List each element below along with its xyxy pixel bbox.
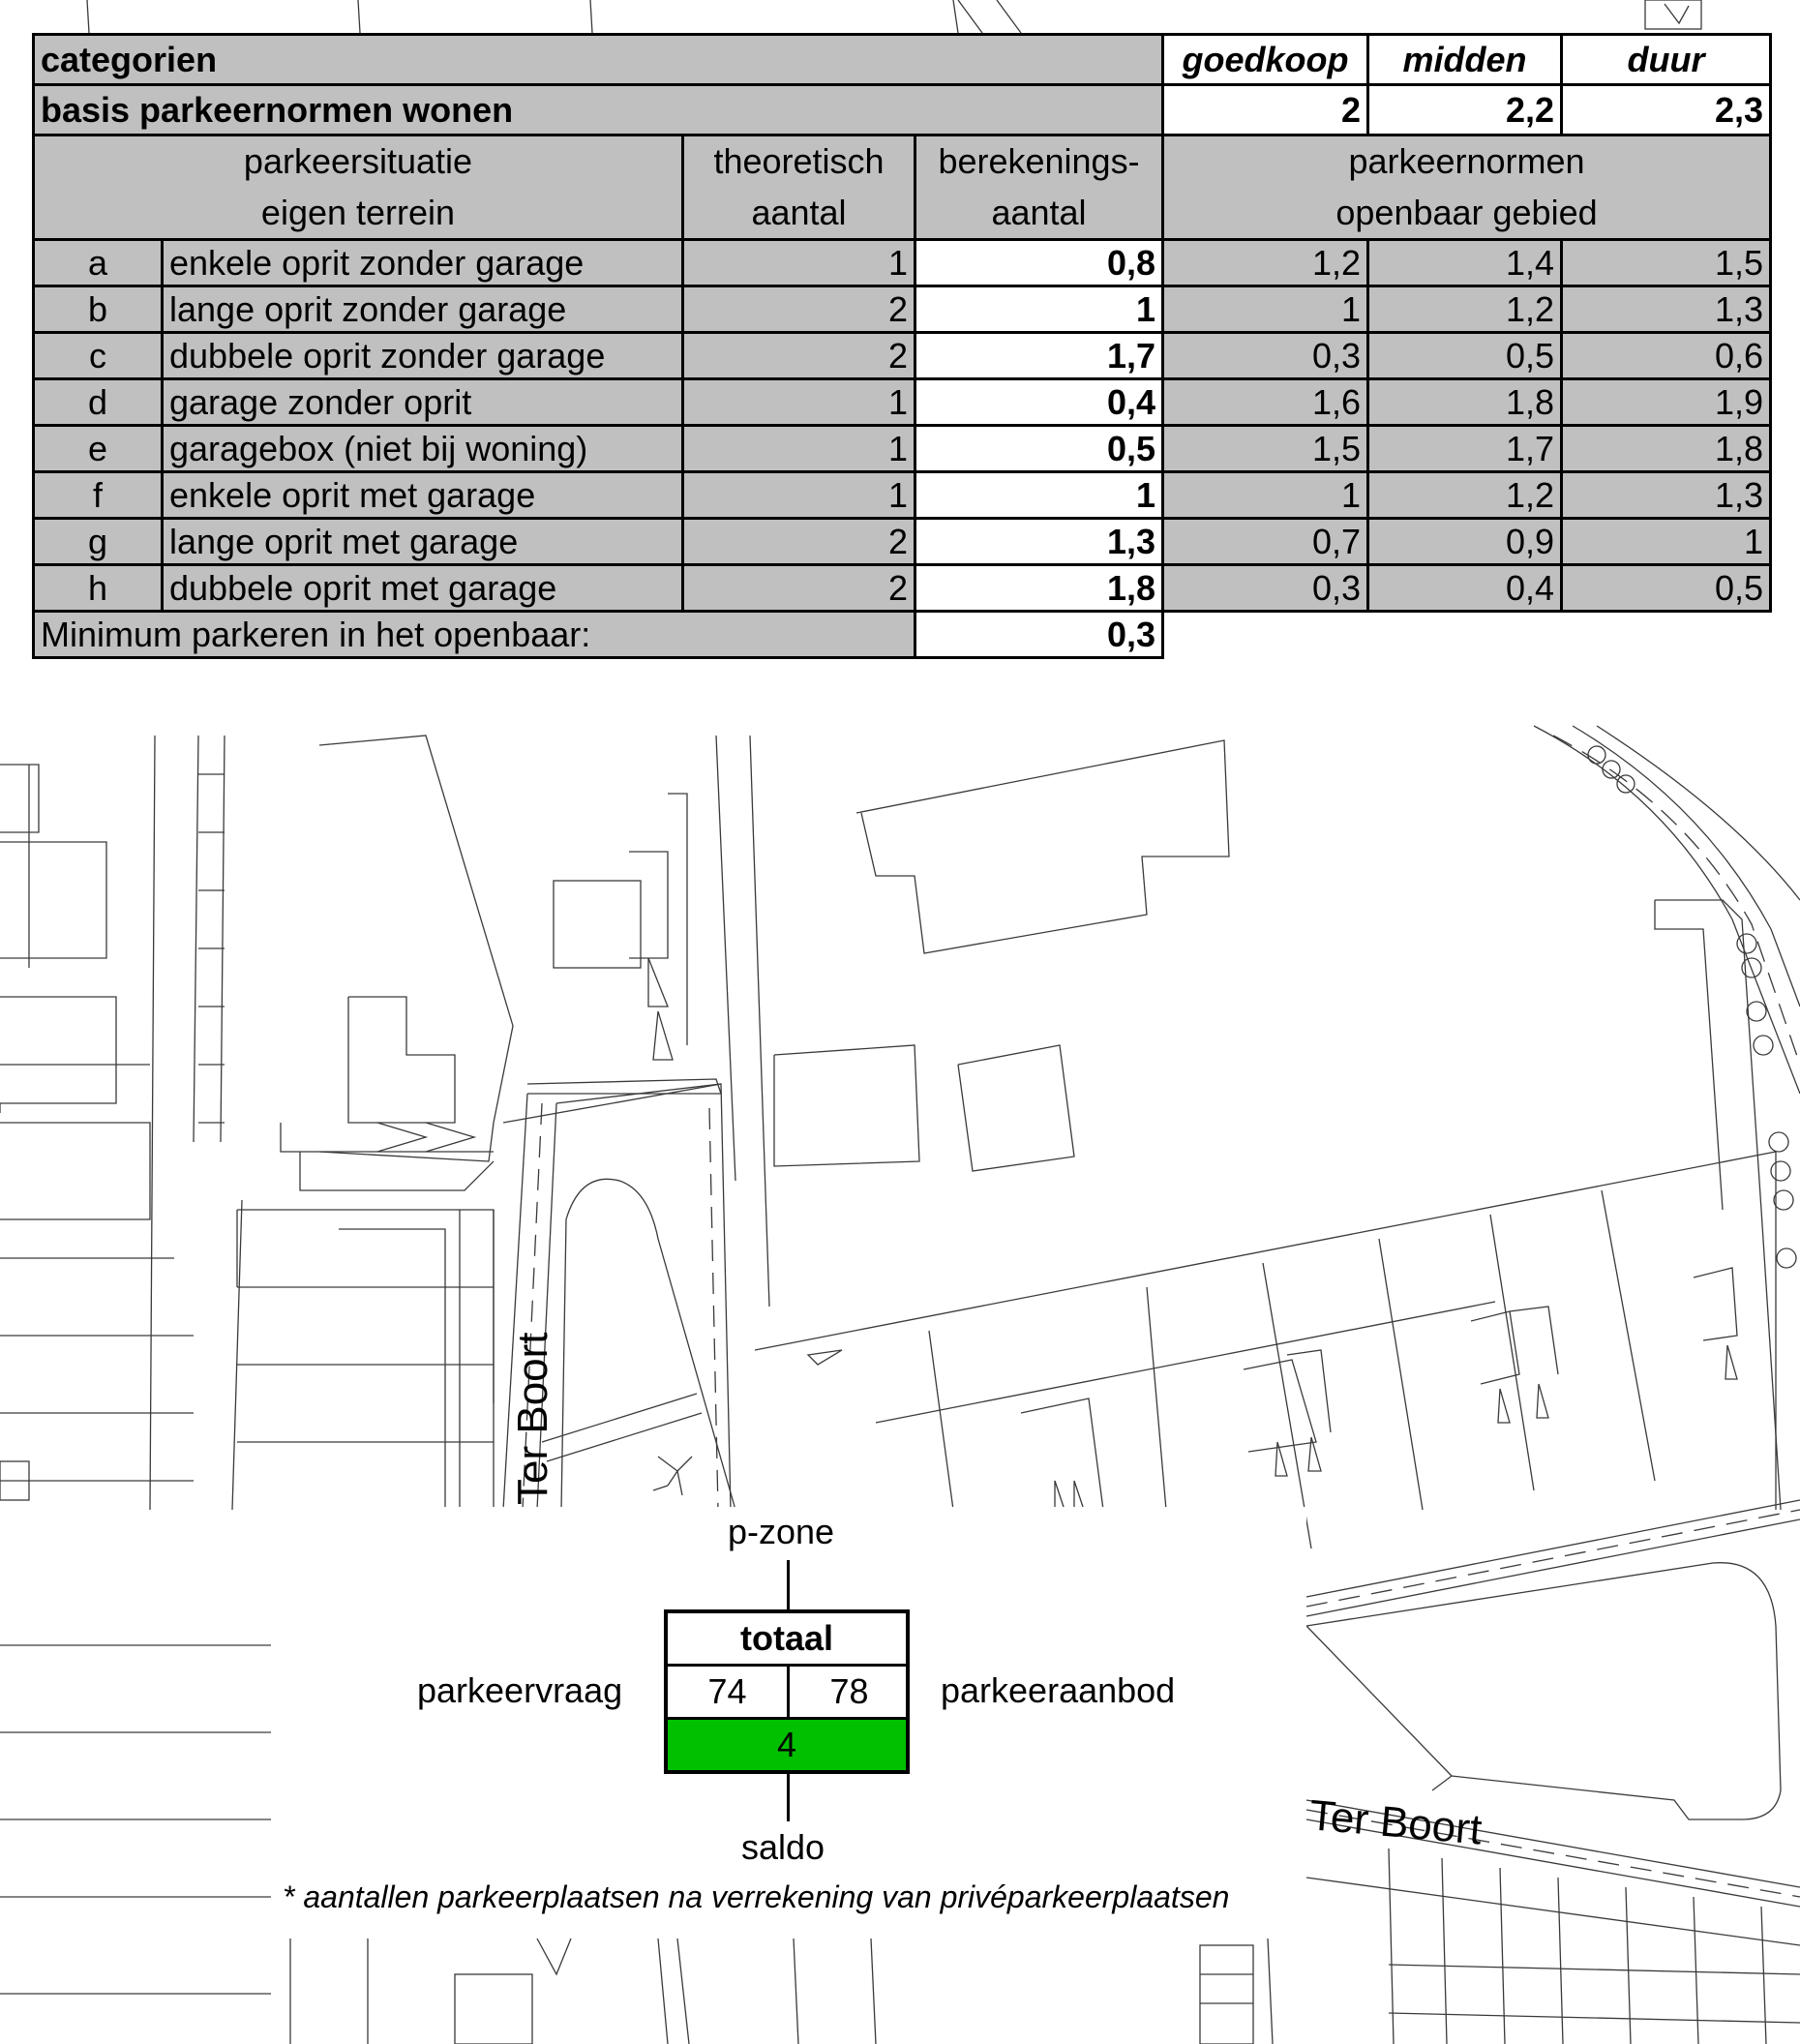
normen-header-2: openbaar gebied	[1163, 188, 1771, 240]
basis-midden: 2,2	[1368, 85, 1562, 135]
row-midden: 0,4	[1368, 565, 1562, 612]
basis-row	[34, 85, 1771, 135]
row-theoretisch: 1	[683, 379, 915, 426]
row-midden: 0,5	[1368, 333, 1562, 379]
berekening-header-2: aantal	[915, 188, 1163, 240]
basis-label: basis parkeernormen wonen	[34, 85, 1163, 135]
row-code: g	[34, 519, 163, 565]
row-berekening: 1,3	[915, 519, 1163, 565]
row-code: h	[34, 565, 163, 612]
parkeeraanbod-value: 78	[790, 1667, 909, 1720]
row-goedkoop: 1	[1163, 286, 1368, 333]
street-label-right: Ter Boort	[1307, 1791, 1485, 1854]
row-goedkoop: 0,3	[1163, 333, 1368, 379]
minimum-label: Minimum parkeren in het openbaar:	[34, 612, 915, 658]
subheader-row-1	[34, 135, 1771, 188]
row-situatie: garagebox (niet bij woning)	[163, 426, 683, 472]
table-row	[34, 286, 1771, 333]
parkeeraanbod-label: parkeeraanbod	[941, 1670, 1176, 1710]
row-duur: 1,9	[1562, 379, 1771, 426]
row-duur: 1,5	[1562, 240, 1771, 286]
connector-line-bottom	[787, 1773, 790, 1821]
table-row	[34, 472, 1771, 519]
row-theoretisch: 2	[683, 286, 915, 333]
row-situatie: garage zonder oprit	[163, 379, 683, 426]
row-duur: 1,3	[1562, 286, 1771, 333]
basis-goedkoop: 2	[1163, 85, 1368, 135]
map-road-right	[1534, 726, 1800, 1510]
balance-title: totaal	[668, 1613, 906, 1667]
row-berekening: 0,5	[915, 426, 1163, 472]
row-theoretisch: 1	[683, 240, 915, 286]
row-situatie: enkele oprit met garage	[163, 472, 683, 519]
row-midden: 0,9	[1368, 519, 1562, 565]
map-road-bottom-right	[1306, 1500, 1800, 2044]
tree-symbol	[653, 1457, 692, 1495]
map-bottom-strip	[290, 1939, 1273, 2044]
row-situatie: lange oprit met garage	[163, 519, 683, 565]
situatie-header-2: eigen terrein	[34, 188, 683, 240]
row-goedkoop: 1,6	[1163, 379, 1368, 426]
parking-norms-table	[32, 33, 1772, 659]
row-berekening: 1,7	[915, 333, 1163, 379]
row-code: e	[34, 426, 163, 472]
row-midden: 1,2	[1368, 472, 1562, 519]
normen-header-1: parkeernormen	[1163, 135, 1771, 188]
parking-balance-box	[664, 1609, 910, 1774]
row-theoretisch: 2	[683, 565, 915, 612]
table-row	[34, 379, 1771, 426]
row-midden: 1,7	[1368, 426, 1562, 472]
row-berekening: 1,8	[915, 565, 1163, 612]
table-row	[34, 426, 1771, 472]
map-top-strip	[87, 0, 1701, 33]
row-duur: 1,3	[1562, 472, 1771, 519]
street-label-left: Ter Boort	[509, 1332, 556, 1505]
row-situatie: dubbele oprit met garage	[163, 565, 683, 612]
pzone-label: p-zone	[728, 1512, 835, 1551]
row-duur: 1,8	[1562, 426, 1771, 472]
connector-line-top	[787, 1560, 790, 1610]
row-situatie: lange oprit zonder garage	[163, 286, 683, 333]
situatie-header-1: parkeersituatie	[34, 135, 683, 188]
row-code: a	[34, 240, 163, 286]
empty-cell	[1163, 612, 1771, 658]
row-berekening: 1	[915, 472, 1163, 519]
row-midden: 1,8	[1368, 379, 1562, 426]
parkeervraag-label: parkeervraag	[417, 1670, 623, 1710]
row-duur: 0,6	[1562, 333, 1771, 379]
row-goedkoop: 0,3	[1163, 565, 1368, 612]
berekening-header-1: berekenings-	[915, 135, 1163, 188]
subheader-row-2	[34, 188, 1771, 240]
saldo-value: 4	[668, 1720, 906, 1770]
row-berekening: 1	[915, 286, 1163, 333]
row-midden: 1,2	[1368, 286, 1562, 333]
table-row	[34, 333, 1771, 379]
row-situatie: dubbele oprit zonder garage	[163, 333, 683, 379]
row-duur: 1	[1562, 519, 1771, 565]
table-row	[34, 565, 1771, 612]
basis-duur: 2,3	[1562, 85, 1771, 135]
category-goedkoop: goedkoop	[1163, 35, 1368, 85]
row-goedkoop: 0,7	[1163, 519, 1368, 565]
row-berekening: 0,8	[915, 240, 1163, 286]
category-label: categorien	[34, 35, 1163, 85]
row-theoretisch: 2	[683, 519, 915, 565]
parkeervraag-value: 74	[668, 1667, 790, 1720]
category-header-row	[34, 35, 1771, 85]
row-duur: 0,5	[1562, 565, 1771, 612]
theoretisch-header-1: theoretisch	[683, 135, 915, 188]
row-berekening: 0,4	[915, 379, 1163, 426]
row-code: d	[34, 379, 163, 426]
minimum-value: 0,3	[915, 612, 1163, 658]
row-midden: 1,4	[1368, 240, 1562, 286]
footnote: * aantallen parkeerplaatsen na verrekening van privéparkeerplaatsen	[283, 1879, 1230, 1914]
table-row	[34, 240, 1771, 286]
table-row	[34, 519, 1771, 565]
row-goedkoop: 1,2	[1163, 240, 1368, 286]
minimum-row	[34, 612, 1771, 658]
row-code: c	[34, 333, 163, 379]
row-code: f	[34, 472, 163, 519]
category-midden: midden	[1368, 35, 1562, 85]
row-code: b	[34, 286, 163, 333]
theoretisch-header-2: aantal	[683, 188, 915, 240]
category-duur: duur	[1562, 35, 1771, 85]
row-situatie: enkele oprit zonder garage	[163, 240, 683, 286]
map-right-buildings	[755, 740, 1776, 1548]
row-goedkoop: 1	[1163, 472, 1368, 519]
row-theoretisch: 2	[683, 333, 915, 379]
row-theoretisch: 1	[683, 472, 915, 519]
saldo-label: saldo	[741, 1827, 825, 1867]
row-theoretisch: 1	[683, 426, 915, 472]
row-goedkoop: 1,5	[1163, 426, 1368, 472]
